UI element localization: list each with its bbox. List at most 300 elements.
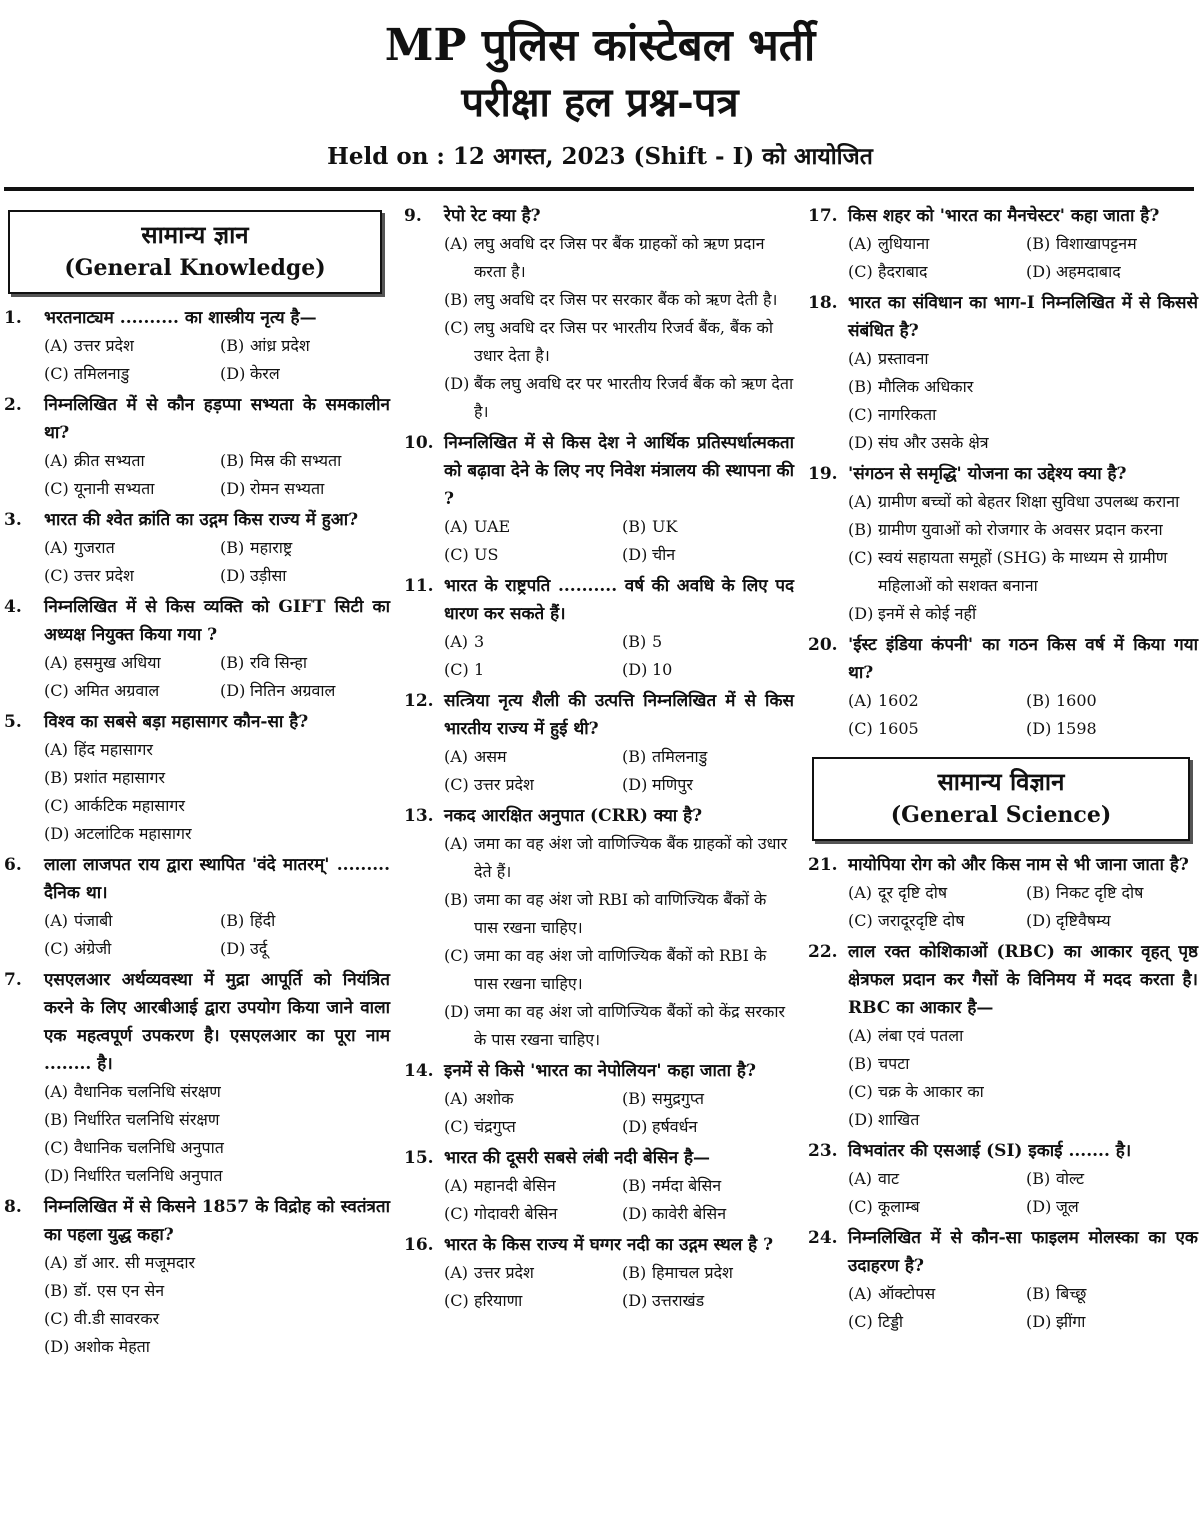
option-label: (A) — [848, 1026, 873, 1045]
option-label: (D) — [848, 1110, 874, 1129]
option-item — [444, 628, 616, 656]
options-list — [808, 230, 1198, 286]
option-item — [444, 998, 794, 1054]
option-text: गोदावरी बेसिन — [474, 1204, 558, 1223]
option-label: (A) — [444, 1263, 469, 1282]
option-text: US — [474, 545, 499, 564]
option-text: आर्कटिक महासागर — [74, 796, 185, 815]
option-text: हर्षवर्धन — [652, 1117, 698, 1136]
options-list — [4, 907, 390, 963]
option-label: (D) — [622, 660, 648, 679]
option-text: नितिन अग्रवाल — [250, 681, 336, 700]
option-label: (D) — [622, 775, 648, 794]
option-text: हिमाचल प्रदेश — [652, 1263, 733, 1282]
option-text: लघु अवधि दर जिस पर बैंक ग्राहकों को ऋण प्रदान करता है। — [474, 234, 765, 281]
option-text: चपटा — [878, 1054, 910, 1073]
option-item — [44, 649, 214, 677]
question-16 — [404, 1231, 794, 1315]
option-text: 1 — [474, 660, 485, 679]
option-item — [848, 1165, 1020, 1193]
option-item — [1026, 879, 1198, 907]
option-item — [220, 677, 390, 705]
option-item — [622, 1172, 794, 1200]
question-stem — [404, 1057, 794, 1085]
option-label: (B) — [622, 1176, 647, 1195]
option-text: झींगा — [1056, 1312, 1086, 1331]
options-list — [404, 1085, 794, 1141]
option-label: (A) — [44, 538, 69, 557]
question-stem — [4, 391, 390, 447]
option-text: महाराष्ट्र — [250, 538, 293, 557]
question-number: 22. — [808, 942, 838, 962]
option-label: (B) — [622, 632, 647, 651]
option-item — [44, 1249, 390, 1277]
option-item — [1026, 258, 1198, 286]
option-text: वोल्ट — [1056, 1169, 1085, 1188]
option-item — [220, 649, 390, 677]
option-item — [44, 360, 214, 388]
options-list — [404, 1259, 794, 1315]
option-text: डॉ. एस एन सेन — [74, 1281, 165, 1300]
question-9 — [404, 202, 794, 426]
options-list — [4, 736, 390, 848]
option-item — [848, 429, 1198, 457]
option-text: लंबा एवं पतला — [878, 1026, 964, 1045]
option-item — [848, 230, 1020, 258]
question-number: 11. — [404, 576, 434, 596]
option-label: (C) — [848, 262, 873, 281]
option-text: गुजरात — [74, 538, 115, 557]
question-number: 20. — [808, 635, 838, 655]
option-item — [622, 1200, 794, 1228]
option-item — [220, 332, 390, 360]
question-number: 12. — [404, 691, 434, 711]
question-stem — [808, 202, 1198, 230]
option-label: (B) — [220, 336, 245, 355]
option-item — [444, 230, 794, 286]
option-label: (A) — [444, 517, 469, 536]
option-text: टिड्डी — [878, 1312, 904, 1331]
question-8 — [4, 1193, 390, 1361]
question-text: रेपो रेट क्या है? — [444, 206, 541, 226]
options-list — [808, 488, 1198, 628]
option-text: 1605 — [878, 719, 919, 738]
option-text: जमा का वह अंश जो वाणिज्यिक बैंकों को RBI के पास रखना चाहिए। — [474, 946, 767, 993]
option-text: वाट — [878, 1169, 900, 1188]
option-item — [848, 488, 1198, 516]
question-5 — [4, 708, 390, 848]
option-item — [444, 1200, 616, 1228]
options-list — [808, 879, 1198, 935]
question-stem — [4, 851, 390, 907]
question-stem — [404, 802, 794, 830]
option-text: 3 — [474, 632, 485, 651]
option-item — [44, 677, 214, 705]
option-item — [848, 1050, 1198, 1078]
question-text: नकद आरक्षित अनुपात (CRR) क्या है? — [444, 806, 703, 826]
option-item — [848, 1308, 1020, 1336]
option-text: प्रस्तावना — [878, 349, 929, 368]
option-item — [220, 475, 390, 503]
question-text: लाला लाजपत राय द्वारा स्थापित 'वंदे मातरम्' ......... दैनिक था। — [44, 855, 390, 903]
question-number: 15. — [404, 1148, 434, 1168]
option-label: (A) — [44, 740, 69, 759]
option-label: (B) — [444, 890, 469, 909]
question-4 — [4, 593, 390, 705]
option-text: ऑक्टोपस — [878, 1284, 936, 1303]
option-text: रवि सिन्हा — [250, 653, 308, 672]
question-stem — [808, 460, 1198, 488]
option-item — [848, 1193, 1020, 1221]
option-item — [44, 1305, 390, 1333]
option-label: (C) — [444, 946, 469, 965]
option-text: लघु अवधि दर जिस पर सरकार बैंक को ऋण देती है। — [474, 290, 778, 309]
question-12 — [404, 687, 794, 799]
option-text: उड़ीसा — [250, 566, 287, 585]
question-text: निम्नलिखित में से किस देश ने आर्थिक प्रतिस्पर्धात्मकता को बढ़ावा देने के लिए नए निवेश मंत्रालय की स्थापना की ? — [444, 433, 795, 509]
question-1 — [4, 304, 390, 388]
option-label: (C) — [44, 1309, 69, 1328]
question-number: 14. — [404, 1061, 434, 1081]
option-label: (A) — [848, 691, 873, 710]
option-item — [444, 886, 794, 942]
option-text: उत्तर प्रदेश — [474, 1263, 534, 1282]
option-label: (D) — [1026, 262, 1052, 281]
option-item — [444, 1287, 616, 1315]
option-item — [220, 534, 390, 562]
option-label: (C) — [848, 1197, 873, 1216]
option-text: हिंदी — [250, 911, 276, 930]
option-label: (C) — [444, 1204, 469, 1223]
option-label: (B) — [622, 747, 647, 766]
option-label: (D) — [220, 364, 246, 383]
option-label: (D) — [44, 1166, 70, 1185]
option-item — [44, 1134, 390, 1162]
column-1 — [4, 202, 390, 1364]
question-22 — [808, 938, 1198, 1134]
question-number: 6. — [4, 855, 22, 875]
option-label: (D) — [848, 433, 874, 452]
question-text: भारत के किस राज्य में घग्गर नदी का उद्गम स्थल है ? — [444, 1235, 774, 1255]
question-text: निम्नलिखित में से किस व्यक्ति को GIFT सिटी का अध्यक्ष नियुक्त किया गया ? — [44, 597, 390, 645]
question-text: इनमें से किसे 'भारत का नेपोलियन' कहा जाता है? — [444, 1061, 756, 1081]
option-text: तमिलनाडु — [652, 747, 708, 766]
option-text: क्रीत सभ्यता — [74, 451, 145, 470]
option-item — [220, 935, 390, 963]
option-text: केरल — [250, 364, 280, 383]
option-item — [848, 258, 1020, 286]
question-number: 19. — [808, 464, 838, 484]
options-list — [808, 687, 1198, 743]
option-label: (B) — [220, 538, 245, 557]
option-item — [848, 401, 1198, 429]
question-stem — [808, 1224, 1198, 1280]
option-item — [1026, 230, 1198, 258]
question-stem — [404, 687, 794, 743]
question-stem — [4, 966, 390, 1078]
option-item — [848, 600, 1198, 628]
section-title-english: (General Knowledge) — [64, 255, 326, 281]
section-box-general-science — [812, 757, 1190, 841]
option-label: (D) — [622, 545, 648, 564]
option-text: 5 — [652, 632, 663, 651]
option-item — [444, 1113, 616, 1141]
question-stem — [404, 429, 794, 513]
option-text: दूर दृष्टि दोष — [878, 883, 948, 902]
option-text: उत्तर प्रदेश — [474, 775, 534, 794]
section-box-general-knowledge — [8, 210, 382, 294]
option-label: (D) — [1026, 719, 1052, 738]
option-text: अमित अग्रवाल — [74, 681, 160, 700]
option-item — [44, 1106, 390, 1134]
option-label: (A) — [44, 1082, 69, 1101]
question-text: निम्नलिखित में से किसने 1857 के विद्रोह को स्वतंत्रता का पहला युद्ध कहा? — [44, 1197, 390, 1245]
option-item — [622, 541, 794, 569]
question-number: 9. — [404, 206, 422, 226]
question-stem — [4, 593, 390, 649]
question-text: मायोपिया रोग को और किस नाम से भी जाना जाता है? — [848, 855, 1189, 875]
option-label: (A) — [44, 653, 69, 672]
option-label: (C) — [444, 1117, 469, 1136]
option-item — [220, 360, 390, 388]
option-item — [848, 907, 1020, 935]
question-number: 16. — [404, 1235, 434, 1255]
option-label: (B) — [622, 517, 647, 536]
option-text: मिस्र की सभ्यता — [250, 451, 342, 470]
option-label: (B) — [848, 377, 873, 396]
option-label: (A) — [44, 911, 69, 930]
option-label: (A) — [44, 1253, 69, 1272]
question-text: एसएलआर अर्थव्यवस्था में मुद्रा आपूर्ति को नियंत्रित करने के लिए आरबीआई द्वारा उपयोग किया जाने वाला एक महत्वपूर्ण उपकरण है। एसएलआर का पूरा नाम ........ है। — [44, 970, 390, 1074]
option-text: उत्तराखंड — [652, 1291, 705, 1310]
option-text: जमा का वह अंश जो RBI को वाणिज्यिक बैंकों के पास रखना चाहिए। — [474, 890, 767, 937]
question-21 — [808, 851, 1198, 935]
option-text: पंजाबी — [74, 911, 113, 930]
option-text: जमा का वह अंश जो वाणिज्यिक बैंकों को केंद्र सरकार के पास रखना चाहिए। — [474, 1002, 786, 1049]
title-line-1: MP पुलिस कांस्टेबल भर्ती — [384, 20, 816, 71]
option-label: (A) — [44, 336, 69, 355]
option-text: प्रशांत महासागर — [74, 768, 166, 787]
option-item — [444, 656, 616, 684]
option-text: ग्रामीण बच्चों को बेहतर शिक्षा सुविधा उपलब्ध कराना — [878, 492, 1180, 511]
question-stem — [808, 851, 1198, 879]
option-item — [622, 513, 794, 541]
option-label: (A) — [848, 883, 873, 902]
option-text: अटलांटिक महासागर — [74, 824, 192, 843]
option-item — [622, 1259, 794, 1287]
option-item — [44, 764, 390, 792]
option-label: (A) — [444, 1089, 469, 1108]
options-list — [404, 830, 794, 1054]
question-number: 10. — [404, 433, 434, 453]
option-item — [622, 743, 794, 771]
option-item — [1026, 687, 1198, 715]
question-number: 2. — [4, 395, 22, 415]
option-label: (C) — [44, 681, 69, 700]
option-label: (B) — [622, 1089, 647, 1108]
option-label: (C) — [444, 775, 469, 794]
question-text: भरतनाट्यम .......... का शास्त्रीय नृत्य है— — [44, 308, 317, 328]
option-label: (C) — [444, 1291, 469, 1310]
question-stem — [404, 1231, 794, 1259]
options-list — [808, 1165, 1198, 1221]
option-item — [44, 562, 214, 590]
option-item — [44, 447, 214, 475]
option-text: उत्तर प्रदेश — [74, 336, 134, 355]
option-item — [444, 942, 794, 998]
options-list — [4, 1078, 390, 1190]
question-20 — [808, 631, 1198, 743]
question-3 — [4, 506, 390, 590]
option-item — [622, 771, 794, 799]
option-item — [848, 1106, 1198, 1134]
option-item — [848, 687, 1020, 715]
option-label: (D) — [1026, 1312, 1052, 1331]
option-label: (A) — [44, 451, 69, 470]
question-24 — [808, 1224, 1198, 1336]
option-item — [848, 516, 1198, 544]
option-text: हिंद महासागर — [74, 740, 153, 759]
question-stem — [4, 304, 390, 332]
option-label: (B) — [220, 911, 245, 930]
option-label: (C) — [848, 1312, 873, 1331]
option-text: लुधियाना — [878, 234, 930, 253]
question-stem — [808, 938, 1198, 1022]
option-item — [220, 907, 390, 935]
option-label: (A) — [848, 1169, 873, 1188]
question-number: 18. — [808, 293, 838, 313]
option-item — [44, 1333, 390, 1361]
option-label: (A) — [444, 834, 469, 853]
column-3 — [808, 202, 1198, 1339]
question-text: सत्त्रिया नृत्य शैली की उत्पत्ति निम्नलिखित में से किस भारतीय राज्य में हुई थी? — [444, 691, 794, 739]
option-label: (A) — [848, 1284, 873, 1303]
option-text: वैधानिक चलनिधि संरक्षण — [74, 1082, 221, 1101]
option-text: मौलिक अधिकार — [878, 377, 974, 396]
option-item — [1026, 715, 1198, 743]
question-stem — [404, 572, 794, 628]
option-text: जूल — [1056, 1197, 1079, 1216]
option-item — [444, 541, 616, 569]
option-text: अंग्रेजी — [74, 939, 112, 958]
option-item — [622, 1113, 794, 1141]
question-text: निम्नलिखित में से कौन हड़प्पा सभ्यता के समकालीन था? — [44, 395, 390, 443]
option-item — [44, 332, 214, 360]
options-list — [404, 1172, 794, 1228]
option-label: (A) — [444, 234, 469, 253]
question-text: भारत की श्वेत क्रांति का उद्गम किस राज्य में हुआ? — [44, 510, 359, 530]
question-7 — [4, 966, 390, 1190]
option-item — [848, 1022, 1198, 1050]
question-number: 8. — [4, 1197, 22, 1217]
question-stem — [808, 289, 1198, 345]
option-item — [220, 447, 390, 475]
option-label: (C) — [444, 660, 469, 679]
option-item — [44, 534, 214, 562]
option-text: शाखित — [878, 1110, 920, 1129]
option-item — [622, 1287, 794, 1315]
question-stem — [4, 708, 390, 736]
option-item — [848, 373, 1198, 401]
options-list — [4, 1249, 390, 1361]
option-text: हरियाणा — [474, 1291, 523, 1310]
option-text: वी.डी सावरकर — [74, 1309, 160, 1328]
option-item — [44, 1277, 390, 1305]
options-list — [404, 230, 794, 426]
option-label: (D) — [1026, 911, 1052, 930]
question-2 — [4, 391, 390, 503]
option-label: (B) — [1026, 1284, 1051, 1303]
option-label: (B) — [44, 1110, 69, 1129]
option-text: इनमें से कोई नहीं — [878, 604, 977, 623]
option-label: (B) — [444, 290, 469, 309]
option-label: (A) — [848, 234, 873, 253]
option-label: (B) — [622, 1263, 647, 1282]
question-text: 'संगठन से समृद्धि' योजना का उद्देश्य क्या है? — [848, 464, 1127, 484]
option-label: (B) — [220, 653, 245, 672]
option-text: रोमन सभ्यता — [250, 479, 325, 498]
option-text: समुद्रगुप्त — [652, 1089, 704, 1108]
option-label: (D) — [220, 681, 246, 700]
option-label: (B) — [44, 768, 69, 787]
question-stem — [808, 1137, 1198, 1165]
question-stem — [404, 202, 794, 230]
options-list — [404, 743, 794, 799]
option-label: (A) — [848, 492, 873, 511]
option-item — [1026, 1308, 1198, 1336]
options-list — [808, 1022, 1198, 1134]
option-item — [44, 475, 214, 503]
question-15 — [404, 1144, 794, 1228]
option-item — [444, 1172, 616, 1200]
question-number: 4. — [4, 597, 22, 617]
option-text: चंद्रगुप्त — [474, 1117, 516, 1136]
question-14 — [404, 1057, 794, 1141]
option-text: स्वयं सहायता समूहों (SHG) के माध्यम से ग्रामीण महिलाओं को सशक्त बनाना — [878, 548, 1168, 595]
question-18 — [808, 289, 1198, 457]
option-text: निर्धारित चलनिधि संरक्षण — [74, 1110, 220, 1129]
option-item — [848, 544, 1198, 600]
option-item — [444, 513, 616, 541]
option-item — [1026, 1165, 1198, 1193]
option-text: 10 — [652, 660, 673, 679]
question-number: 7. — [4, 970, 22, 990]
question-text: विश्व का सबसे बड़ा महासागर कौन-सा है? — [44, 712, 309, 732]
title-line-2: परीक्षा हल प्रश्न-पत्र — [461, 79, 739, 126]
option-text: 1598 — [1056, 719, 1097, 738]
option-label: (C) — [44, 364, 69, 383]
option-label: (D) — [622, 1204, 648, 1223]
option-text: कूलाम्ब — [878, 1197, 920, 1216]
option-label: (C) — [848, 1082, 873, 1101]
question-number: 24. — [808, 1228, 838, 1248]
question-stem — [4, 506, 390, 534]
option-item — [848, 1078, 1198, 1106]
option-text: संघ और उसके क्षेत्र — [878, 433, 989, 452]
question-number: 13. — [404, 806, 434, 826]
question-text: भारत का संविधान का भाग-I निम्नलिखित में से किससे संबंधित है? — [848, 293, 1198, 341]
option-text: मणिपुर — [652, 775, 693, 794]
option-item — [622, 628, 794, 656]
option-label: (A) — [444, 1176, 469, 1195]
option-item — [44, 935, 214, 963]
option-item — [444, 1259, 616, 1287]
question-6 — [4, 851, 390, 963]
question-number: 1. — [4, 308, 22, 328]
option-label: (D) — [220, 939, 246, 958]
question-text: भारत की दूसरी सबसे लंबी नदी बेसिन है— — [444, 1148, 711, 1168]
option-label: (B) — [1026, 1169, 1051, 1188]
